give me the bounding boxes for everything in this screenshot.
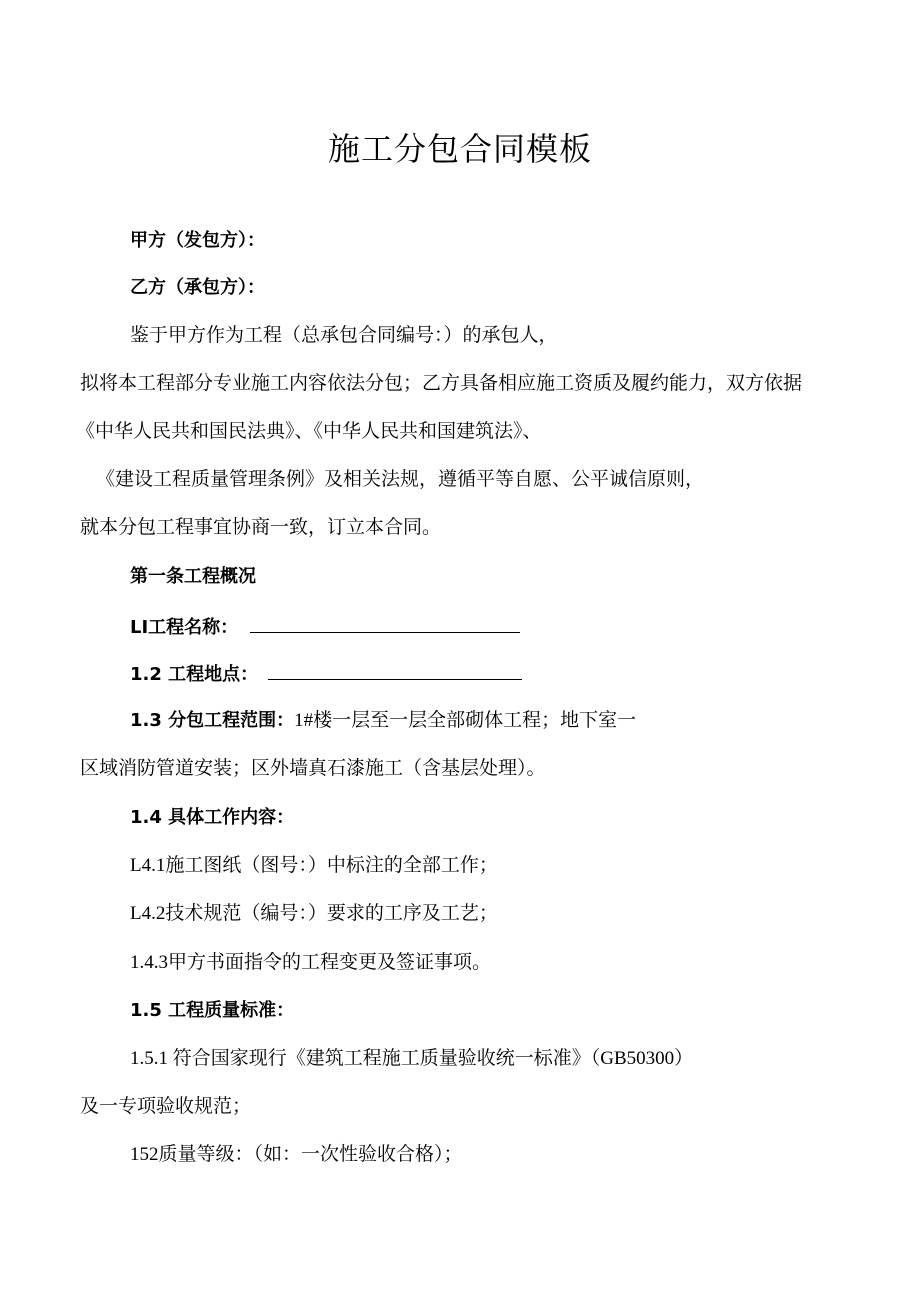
article1-heading: 第一条工程概况	[130, 566, 256, 587]
work-item: L4.2技术规范（编号：）要求的工序及工艺；	[130, 903, 498, 924]
preamble-line: 拟将本工程部分专业施工内容依法分包；乙方具备相应施工资质及履约能力，双方依据	[80, 373, 803, 394]
scope-text: 1#楼一层至一层全部砌体工程；地下室一	[294, 710, 637, 731]
preamble-line: 鉴于甲方作为工程（总承包合同编号：）的承包人，	[130, 325, 558, 346]
scope-line	[130, 707, 636, 735]
quality-item: 152质量等级：（如：一次性验收合格）；	[130, 1144, 463, 1165]
preamble-line: 《建设工程质量管理条例》及相关法规，遵循平等自愿、公平诚信原则，	[96, 469, 705, 490]
work-item: L4.1施工图纸（图号：）中标注的全部工作；	[130, 855, 498, 876]
document-title: 施工分包合同模板	[327, 130, 592, 168]
quality-item-continued: 及一专项验收规范；	[80, 1096, 252, 1117]
party-a-label: 甲方（发包方）：	[130, 230, 265, 251]
project-location-label: 1.2 工程地点：	[130, 664, 259, 685]
project-name-label: LI工程名称：	[130, 617, 239, 638]
party-b-label: 乙方（承包方）：	[130, 277, 265, 298]
project-name-field	[130, 612, 520, 642]
project-location-blank[interactable]	[268, 659, 522, 680]
work-item: 1.4.3甲方书面指令的工程变更及签证事项。	[130, 952, 492, 973]
preamble-line: 就本分包工程事宜协商一致，订立本合同。	[80, 517, 442, 538]
scope-continued: 区域消防管道安装；区外墙真石漆施工（含基层处理）。	[80, 758, 546, 779]
quality-item: 1.5.1 符合国家现行《建筑工程施工质量验收统一标准》（GB50300）	[130, 1048, 694, 1069]
work-content-heading: 1.4 具体工作内容：	[130, 807, 295, 828]
project-location-field	[130, 659, 522, 689]
project-name-blank[interactable]	[250, 612, 520, 633]
scope-label: 1.3 分包工程范围：	[130, 710, 295, 731]
preamble-line: 《中华人民共和国民法典》、《中华人民共和国建筑法》、	[76, 421, 542, 442]
quality-heading: 1.5 工程质量标准：	[130, 1000, 295, 1021]
